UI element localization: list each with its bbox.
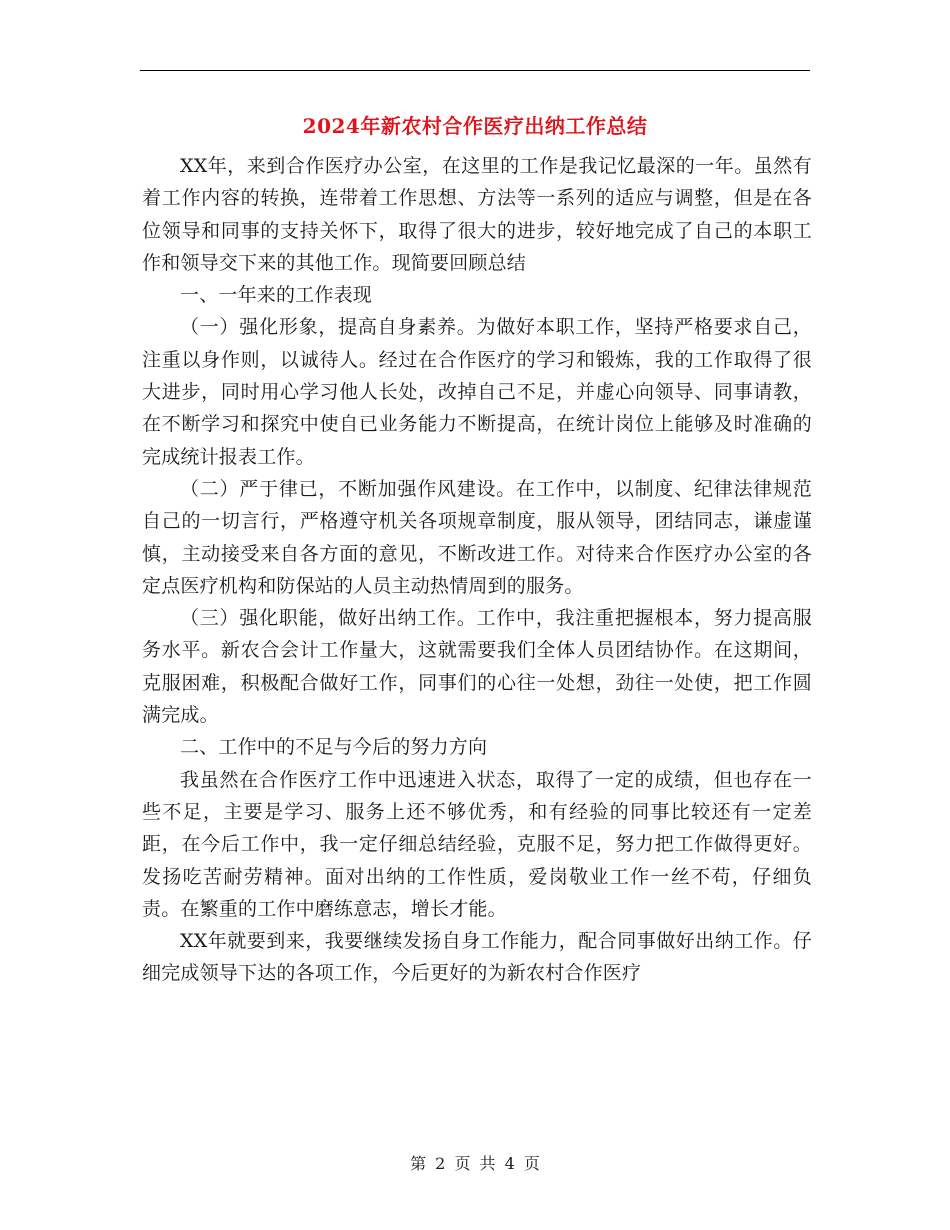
paragraph-item-3: （三）强化职能，做好出纳工作。工作中，我注重把握根本，努力提高服务水平。新农合会计工作量大，这就需要我们全体人员团结协作。在这期间，克服困难，积极配合做好工作，同事们的心往一处想，劲往一处使，把工作圆满完成。 — [142, 607, 812, 727]
document-body — [142, 150, 812, 990]
document-title: 2024年新农村合作医疗出纳工作总结 — [302, 114, 648, 138]
paragraph-item-1: （一）强化形象，提高自身素养。为做好本职工作，坚持严格要求自己，注重以身作则，以诚待人。经过在合作医疗的学习和锻炼，我的工作取得了很大进步，同时用心学习他人长处，改掉自己不足，并虚心向领导、同事请教，在不断学习和探究中使自已业务能力不断提高，在统计岗位上能够及时准确的完成统计报表工作。 — [142, 316, 812, 468]
section-heading-2: 二、工作中的不足与今后的努力方向 — [180, 736, 488, 759]
shortcomings-paragraph: 我虽然在合作医疗工作中迅速进入状态，取得了一定的成绩，但也存在一些不足，主要是学习、服务上还不够优秀，和有经验的同事比较还有一定差距，在今后工作中，我一定仔细总结经验，克服不足，努力把工作做得更好。发扬吃苦耐劳精神。面对出纳的工作性质，爱岗敬业工作一丝不苟，仔细负责。在繁重的工作中磨练意志，增长才能。 — [142, 768, 812, 920]
paragraph-item-2: （二）严于律已，不断加强作风建设。在工作中，以制度、纪律法律规范自己的一切言行，严格遵守机关各项规章制度，服从领导，团结同志，谦虚谨慎，主动接受来自各方面的意见，不断改进工作。对待来合作医疗办公室的各定点医疗机构和防保站的人员主动热情周到的服务。 — [142, 477, 812, 597]
page-number: 第 2 页 共 4 页 — [410, 1154, 540, 1173]
section-heading-1: 一、一年来的工作表现 — [180, 284, 373, 307]
header-rule — [140, 70, 810, 71]
closing-paragraph: XX年就要到来，我要继续发扬自身工作能力，配合同事做好出纳工作。仔细完成领导下达的各项工作，今后更好的为新农村合作医疗 — [142, 930, 812, 985]
intro-paragraph: XX年，来到合作医疗办公室，在这里的工作是我记忆最深的一年。虽然有着工作内容的转换，连带着工作思想、方法等一系列的适应与调整，但是在各位领导和同事的支持关怀下，取得了很大的进步，较好地完成了自己的本职工作和领导交下来的其他工作。现简要回顾总结 — [142, 155, 812, 274]
